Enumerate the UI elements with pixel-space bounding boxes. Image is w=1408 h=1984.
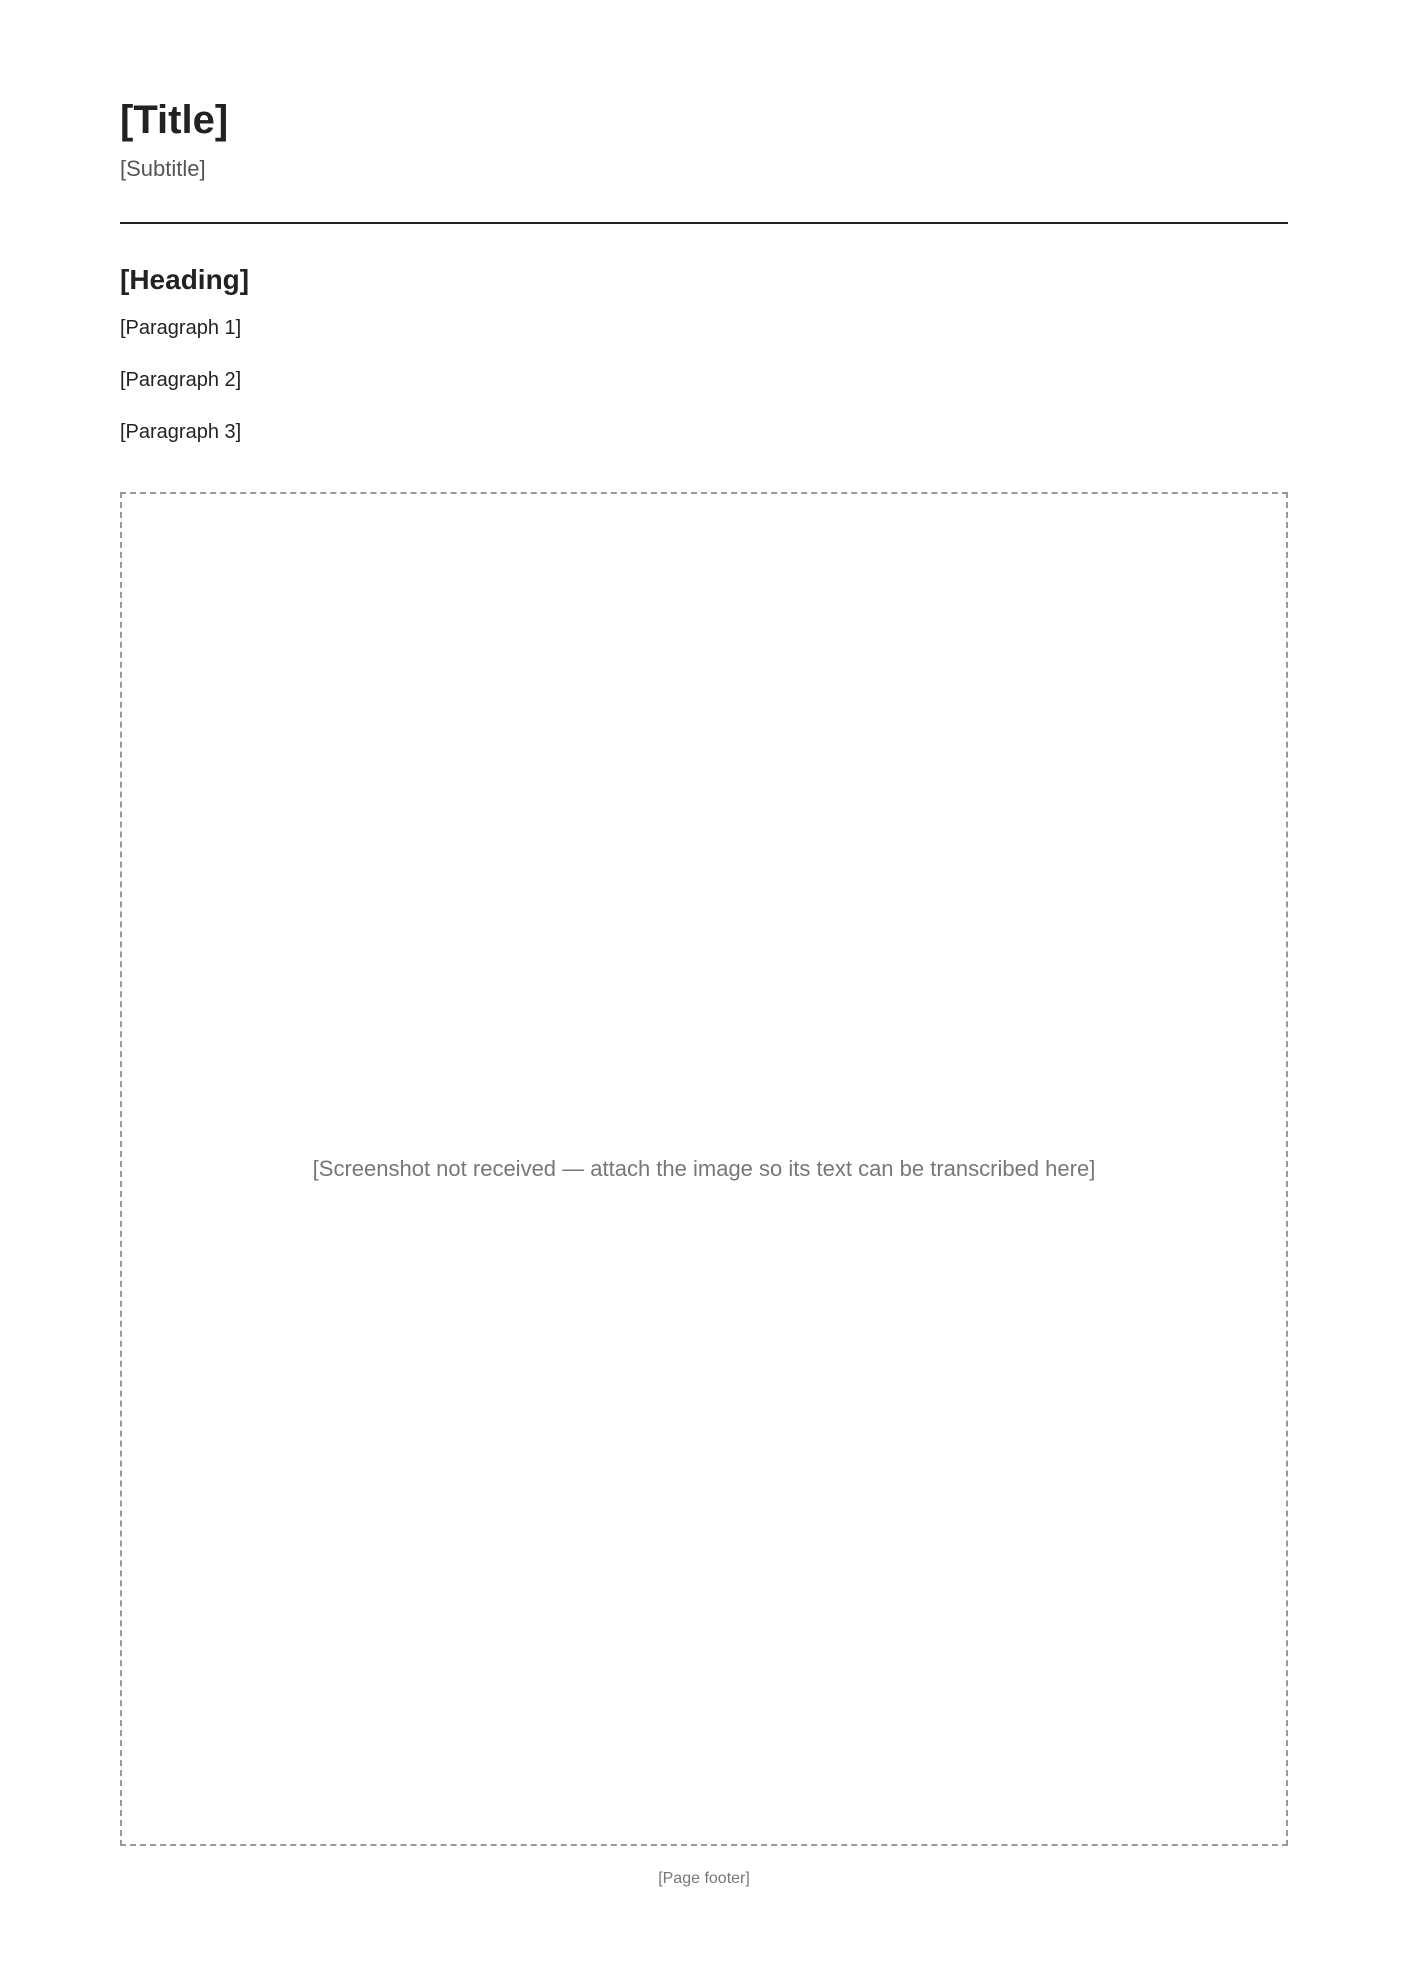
- section-heading: [Heading]: [120, 264, 250, 295]
- paragraph: [Paragraph 1]: [120, 317, 242, 339]
- paragraph: [Paragraph 2]: [120, 369, 242, 391]
- document-subtitle: [Subtitle]: [120, 156, 206, 181]
- document-title: [Title]: [120, 98, 229, 142]
- title-divider: [120, 222, 1288, 224]
- paragraph: [Paragraph 3]: [120, 421, 242, 443]
- missing-content-notice: [Screenshot not received — attach the image so its text can be transcribed here]: [120, 492, 1288, 1846]
- page-footer: [Page footer]: [658, 1870, 750, 1887]
